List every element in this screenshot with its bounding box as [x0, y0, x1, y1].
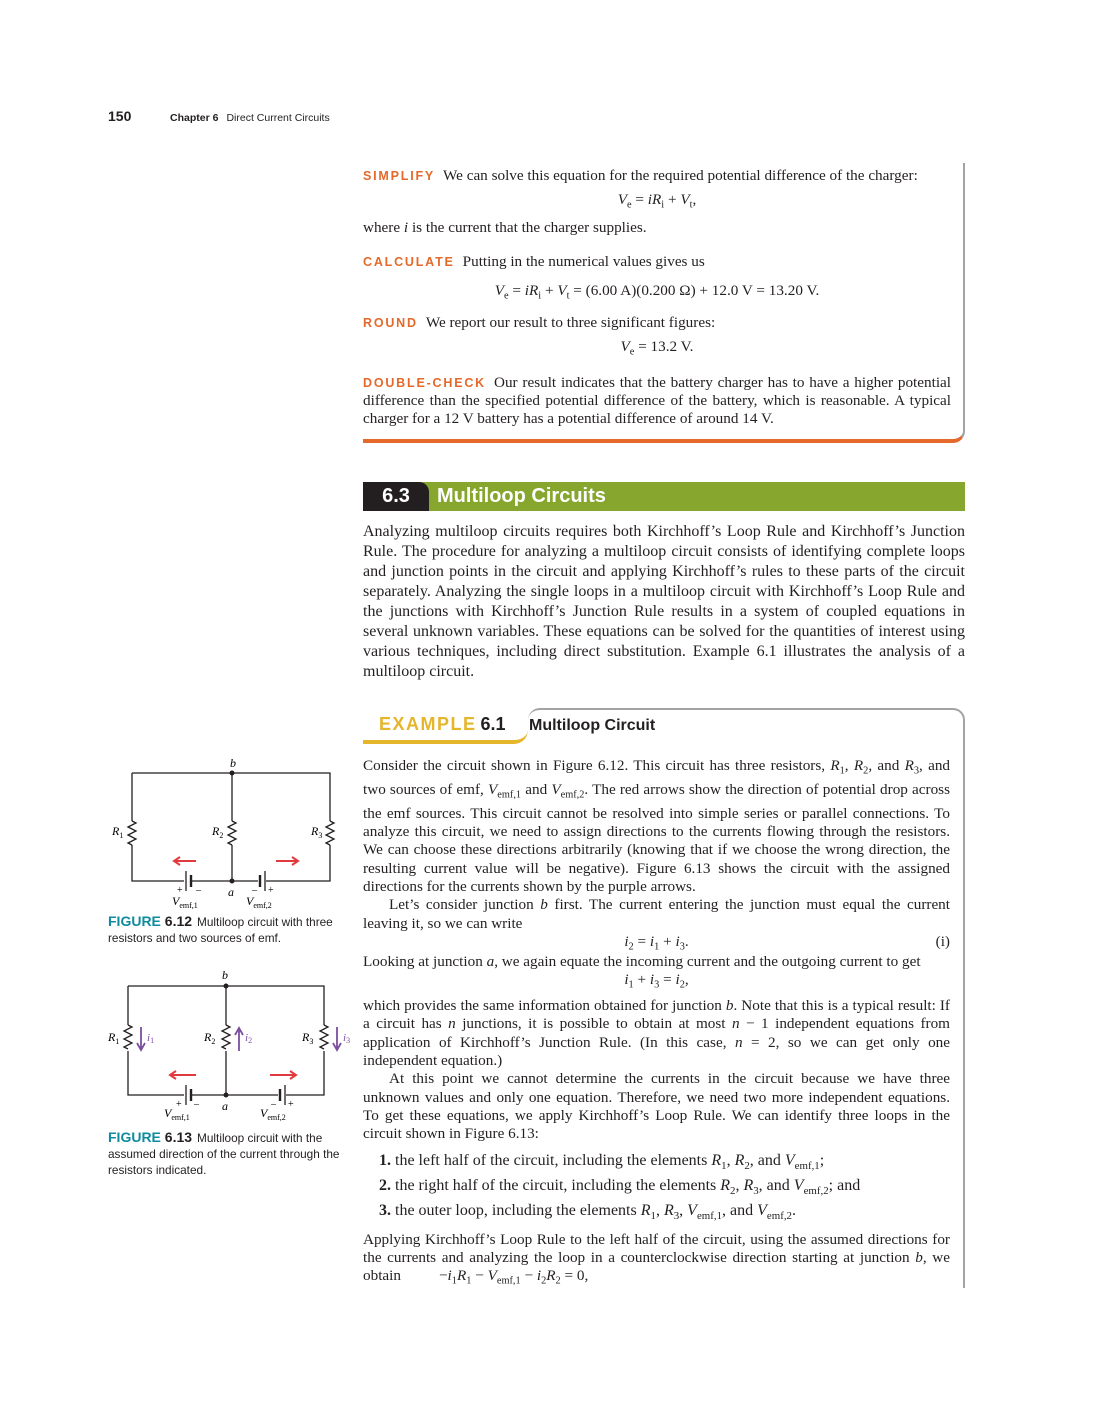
where-text: where i is the current that the charger supplies.: [363, 219, 647, 236]
list-item: 3. the outer loop, including the elements $R_1$, $R_3$, $V_{emf,1}$, and $V_{emf,2}$.: [379, 1201, 796, 1222]
circuit-diagram-6-12: [108, 755, 358, 910]
example-paragraph-2: Let’s consider junction b first. The current entering the junction must equal the current leaving it, so we can write: [363, 896, 951, 932]
i1-label: i1: [147, 1032, 155, 1045]
resistor-r1: [124, 1025, 132, 1049]
simplify-equation: $V_e = iR_i + V_t$,: [617, 191, 697, 211]
section-number: 6.3: [363, 482, 429, 511]
calculate-text: Putting in the numerical values gives us: [462, 253, 705, 270]
junction-a-label: a: [222, 1099, 228, 1113]
figure-caption: FIGURE 6.12 Multiloop circuit with three resistors and two sources of emf.: [108, 913, 333, 945]
double-check-step: [363, 374, 951, 429]
i3-label: i3: [343, 1032, 351, 1045]
r1-label: $R_1$: [108, 1030, 120, 1046]
double-check-text: Our result indicates that the battery charger has to have a higher potential difference than the specified potential difference of the battery, which is reasonable. A typical charger for a 12 V battery has a potential difference of around 14 V.: [363, 374, 951, 428]
example-paragraph-6: Applying Kirchhoff’s Loop Rule to the left half of the circuit, using the assumed directions for the currents and analyzing the loop in a counterclockwise direction starting at junction b, we obtain $-i_1R_1 - V_{emf,1} - i_2R_2 = 0$,: [363, 1230, 950, 1287]
round-equation: $V_e = 13.2$ V.: [620, 338, 694, 358]
current-i2-arrow-icon: [235, 1028, 243, 1051]
figure-6-12: [108, 755, 358, 946]
junction-b-label: b: [230, 756, 236, 770]
section-heading: [363, 482, 965, 511]
r2-label: $R_2$: [212, 824, 224, 840]
example-paragraph-3: Looking at junction a, we again equate the incoming current and the outgoing current to get: [363, 952, 921, 970]
figure-label: FIGURE 6.13: [108, 1129, 193, 1145]
battery-2-icon: [260, 871, 265, 891]
svg-text:+: +: [268, 885, 274, 896]
equation-tag: (i): [935, 932, 950, 950]
calculate-step: [363, 253, 951, 271]
circuit-diagram-6-13: [108, 965, 358, 1122]
i2-label: i2: [245, 1032, 253, 1045]
figure-caption: FIGURE 6.13 Multiloop circuit with the assumed direction of the current through the resistors indicated.: [108, 1129, 340, 1177]
battery-1-icon: [186, 1085, 191, 1105]
section-intro: Analyzing multiloop circuits requires both Kirchhoff’s Loop Rule and Kirchhoff’s Junction Rule. The procedure for analyzing a multiloop circuit consists of identifying complete loops and junction points in the circuit and applying Kirchhoff’s rules to these parts of the circuit separately. Analyzing the single loops in a multiloop circuit with Kirchhoff’s Loop Rule and the junctions with Kirchhoff’s Junction Rule results in a system of coupled equations in several unknown variables. These equations can be solved for the quantities of interest using various techniques, including direct substitution. Example 6.1 illustrates the analysis of a multiloop circuit.: [363, 523, 965, 680]
battery-2-icon: [280, 1085, 285, 1105]
resistor-r1: [128, 821, 136, 845]
equation-junction-a: $i_1 + i_3 = i_2$,: [624, 971, 689, 991]
r1-label: $R_1$: [112, 824, 124, 840]
example-paragraph-5: At this point we cannot determine the currents in the circuit because we have three unknown values and only one equation. Therefore, we need two more independent equations. To get these equations, we apply Kirchhoff’s Loop Rule. We can identify three loops in the circuit shown in Figure 6.13:: [363, 1070, 950, 1143]
calculate-equation: $V_e = iR_i + V_t = (6.00$ A)(0.200 Ω) + 12.0 V = 13.20 V.: [494, 282, 820, 302]
vemf2-label: $V_{emf,2}$: [246, 894, 272, 910]
section-title: Multiloop Circuits: [437, 485, 606, 507]
r3-label: $R_3$: [311, 824, 323, 840]
page-number: 150: [108, 108, 132, 124]
chapter-title: Direct Current Circuits: [226, 112, 330, 124]
example-title: Multiloop Circuit: [529, 717, 656, 734]
list-item: 1. the left half of the circuit, including the elements $R_1$, $R_2$, and $V_{emf,1}$;: [379, 1151, 825, 1172]
list-item: 2. the right half of the circuit, including the elements $R_2$, $R_3$, and $V_{emf,2}$; and: [379, 1176, 861, 1197]
current-i1-arrow-icon: [137, 1027, 145, 1050]
simplify-label: SIMPLIFY: [363, 169, 436, 183]
junction-a-label: a: [228, 885, 234, 899]
round-label: ROUND: [363, 316, 418, 330]
example-number: 6.1: [480, 714, 506, 734]
svg-text:–: –: [271, 1099, 276, 1110]
example-label: EXAMPLE 6.1: [379, 714, 506, 734]
example-tab: [363, 708, 528, 744]
resistor-r3: [320, 1025, 328, 1049]
running-header: [108, 108, 330, 128]
figure-6-13: [108, 965, 358, 1178]
r3-label: $R_3$: [302, 1030, 314, 1046]
svg-text:–: –: [194, 1099, 199, 1110]
svg-text:–: –: [252, 885, 257, 896]
example-header: [363, 708, 965, 744]
calculate-label: CALCULATE: [363, 255, 455, 269]
round-text: We report our result to three significant figures:: [425, 314, 716, 331]
svg-text:+: +: [288, 1099, 294, 1110]
svg-text:+: +: [177, 885, 183, 896]
svg-text:+: +: [176, 1099, 182, 1110]
simplify-step: [363, 167, 951, 185]
loop-list: [379, 1152, 950, 1227]
current-i3-arrow-icon: [333, 1027, 341, 1050]
example-body: [363, 757, 950, 1291]
resistor-r2: [228, 821, 236, 845]
battery-1-icon: [186, 871, 191, 891]
red-arrow-right-icon: [270, 1071, 296, 1079]
example-paragraph-4: which provides the same information obtained for junction b. Note that this is a typical result: If a circuit has n junctions, it is possible to obtain at most n − 1 independent equations from application of Kirchhoff’s Junction Rule. (In this case, n = 2, so we can get only one independent equation.): [363, 997, 950, 1070]
solution-box: [363, 163, 965, 443]
vemf2-label: $V_{emf,2}$: [260, 1106, 286, 1122]
junction-b-label: b: [222, 968, 228, 982]
svg-text:–: –: [196, 885, 201, 896]
r2-label: $R_2$: [204, 1030, 216, 1046]
red-arrow-left-icon: [170, 1071, 196, 1079]
equation-i: $i_2 = i_1 + i_3$. (i): [624, 932, 950, 953]
double-check-label: DOUBLE-CHECK: [363, 376, 486, 390]
figure-label: FIGURE 6.12: [108, 913, 193, 929]
red-arrow-left-icon: [174, 857, 196, 865]
chapter-label: Chapter 6: [170, 112, 219, 124]
resistor-r3: [326, 821, 334, 845]
vemf1-label: $V_{emf,1}$: [172, 894, 198, 910]
simplify-text: We can solve this equation for the required potential difference of the charger:: [443, 167, 918, 184]
resistor-r2: [222, 1025, 230, 1049]
example-paragraph-1: Consider the circuit shown in Figure 6.12. This circuit has three resistors, $R_1$, $R_2$, and $R_3$, and two sources of emf, $V_{emf,1}$ and $V_{emf,2}$. The red arrows show the direction of potential drop across the emf sources. This circuit cannot be resolved into simple series or parallel connections. To analyze this circuit, we need to assign directions to the currents flowing through the resistors. We can choose these directions arbitrarily (knowing that if we choose the wrong direction, the resulting current value will be negative). Figure 6.13 shows the circuit with the assigned directions for the currents shown by the purple arrows.: [363, 757, 951, 895]
vemf1-label: $V_{emf,1}$: [164, 1106, 190, 1122]
red-arrow-right-icon: [276, 857, 298, 865]
round-step: [363, 314, 951, 332]
